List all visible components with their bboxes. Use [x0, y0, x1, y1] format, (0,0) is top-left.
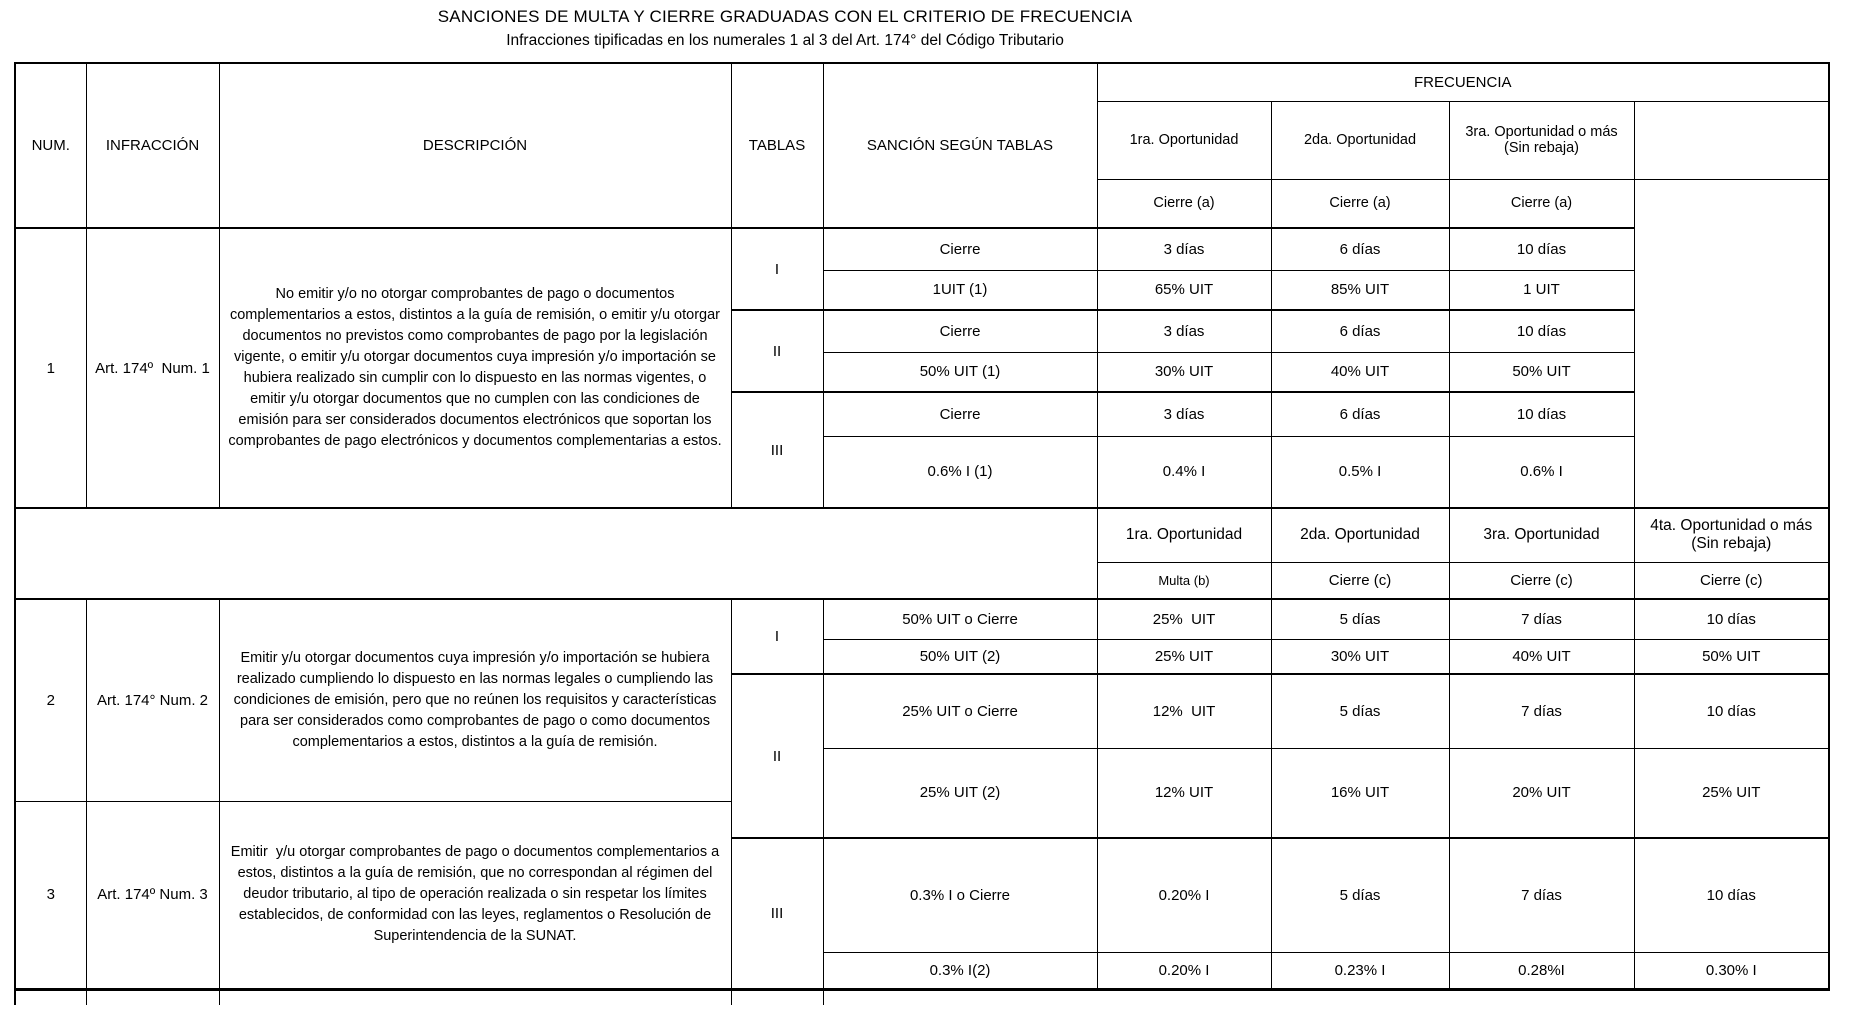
- table-cell: 12% UIT: [1097, 674, 1271, 748]
- table-cell: 5 días: [1271, 838, 1449, 952]
- table-cell: 30% UIT: [1271, 639, 1449, 674]
- col-header-sancion: SANCIÓN SEGÚN TABLAS: [823, 63, 1097, 228]
- table-cell: 30% UIT: [1097, 352, 1271, 392]
- table-cell: Cierre: [823, 228, 1097, 270]
- s1-opp-header-2: 2da. Oportunidad: [1271, 101, 1449, 179]
- table-cell: 0.5% I: [1271, 436, 1449, 508]
- s2-mode-header-1: Multa (b): [1097, 562, 1271, 599]
- col-header-frecuencia: FRECUENCIA: [1097, 63, 1829, 101]
- table-cell: 0.3% I o Cierre: [823, 838, 1097, 952]
- empty-cell: [15, 508, 1097, 599]
- table-cell: 0.30% I: [1634, 952, 1829, 989]
- s1-infraccion: Art. 174º Num. 1: [86, 228, 219, 508]
- table-cell: 1 UIT: [1449, 270, 1634, 310]
- sanctions-table: [14, 62, 1830, 1005]
- s2-b2-infraccion: Art. 174° Num. 2: [86, 599, 219, 801]
- s2-b2-num: 2: [15, 599, 86, 801]
- s1-opp-header-3: 3ra. Oportunidad o más (Sin rebaja): [1449, 101, 1634, 179]
- s1-mode-header-2: Cierre (a): [1271, 179, 1449, 228]
- table-cell: 0.4% I: [1097, 436, 1271, 508]
- s1-mode-header-1: Cierre (a): [1097, 179, 1271, 228]
- s1-num: 1: [15, 228, 86, 508]
- s1-opp-header-1: 1ra. Oportunidad: [1097, 101, 1271, 179]
- empty-cell: [1634, 101, 1829, 179]
- s1-tabla-III: III: [731, 392, 823, 508]
- s2-b3-descripcion: Emitir y/u otorgar comprobantes de pago o documentos complementarios a estos, distintos a la guía de remisión, que no correspondan al régimen del deudor tributario, al tipo de operación realizada o sin respetar los límites establecidos, de conformidad con las leyes, reglamentos o Resolución de Superintendencia de la SUNAT.: [219, 801, 731, 989]
- table-cell: 25% UIT: [1097, 639, 1271, 674]
- table-cell: Cierre: [823, 310, 1097, 352]
- table-cell: 50% UIT (2): [823, 639, 1097, 674]
- table-cell: 7 días: [1449, 674, 1634, 748]
- col-header-infraccion: INFRACCIÓN: [86, 63, 219, 228]
- table-cell: 6 días: [1271, 392, 1449, 436]
- table-cell: 5 días: [1271, 674, 1449, 748]
- s1-tabla-II: II: [731, 310, 823, 392]
- table-cell: 50% UIT (1): [823, 352, 1097, 392]
- table-cell: 10 días: [1449, 310, 1634, 352]
- table-cell: 10 días: [1449, 392, 1634, 436]
- s2-b2-descripcion: Emitir y/u otorgar documentos cuya impresión y/o importación se hubiera realizado cumpliendo lo dispuesto en las normas legales o cumpliendo las condiciones de emisión, pero que no reúnen los requisitos y características para ser considerados como comprobantes de pago o como documentos complementarios a estos, distintos a la guía de remisión.: [219, 599, 731, 801]
- table-cell: 12% UIT: [1097, 748, 1271, 838]
- table-cell: 10 días: [1634, 838, 1829, 952]
- empty-cell: [1634, 179, 1829, 508]
- table-cell: 85% UIT: [1271, 270, 1449, 310]
- s2-tabla-III: III: [731, 838, 823, 989]
- table-cell: 40% UIT: [1449, 639, 1634, 674]
- s1-mode-header-3: Cierre (a): [1449, 179, 1634, 228]
- table-cell: 5 días: [1271, 599, 1449, 639]
- table-cell: 6 días: [1271, 228, 1449, 270]
- table-cell: 0.20% I: [1097, 838, 1271, 952]
- table-cell: 20% UIT: [1449, 748, 1634, 838]
- table-cell: 0.28%I: [1449, 952, 1634, 989]
- table-cell: 50% UIT o Cierre: [823, 599, 1097, 639]
- table-cell: 50% UIT: [1449, 352, 1634, 392]
- s2-mode-header-4: Cierre (c): [1634, 562, 1829, 599]
- page-title: SANCIONES DE MULTA Y CIERRE GRADUADAS CON EL CRITERIO DE FRECUENCIA: [437, 7, 1133, 26]
- s1-tabla-I: I: [731, 228, 823, 310]
- table-cell: 10 días: [1634, 599, 1829, 639]
- s2-mode-header-3: Cierre (c): [1449, 562, 1634, 599]
- col-header-tablas: TABLAS: [731, 63, 823, 228]
- empty-cell: [15, 989, 86, 1005]
- table-cell: 7 días: [1449, 838, 1634, 952]
- empty-cell: [219, 989, 731, 1005]
- s2-b3-infraccion: Art. 174º Num. 3: [86, 801, 219, 989]
- empty-cell: [86, 989, 219, 1005]
- s2-opp-header-2: 2da. Oportunidad: [1271, 508, 1449, 562]
- table-cell: 3 días: [1097, 310, 1271, 352]
- table-cell: 0.6% I: [1449, 436, 1634, 508]
- col-header-num: NUM.: [15, 63, 86, 228]
- s2-opp-header-3: 3ra. Oportunidad: [1449, 508, 1634, 562]
- table-cell: 25% UIT: [1634, 748, 1829, 838]
- table-cell: 10 días: [1634, 674, 1829, 748]
- table-cell: 25% UIT: [1097, 599, 1271, 639]
- table-cell: 0.6% I (1): [823, 436, 1097, 508]
- table-cell: 40% UIT: [1271, 352, 1449, 392]
- table-cell: 6 días: [1271, 310, 1449, 352]
- table-cell: 0.23% I: [1271, 952, 1449, 989]
- table-cell: 25% UIT (2): [823, 748, 1097, 838]
- table-cell: 10 días: [1449, 228, 1634, 270]
- s2-mode-header-2: Cierre (c): [1271, 562, 1449, 599]
- table-cell: 25% UIT o Cierre: [823, 674, 1097, 748]
- document-heading: [0, 7, 1570, 50]
- col-header-descripcion: DESCRIPCIÓN: [219, 63, 731, 228]
- empty-cell: [731, 989, 823, 1005]
- table-cell: 0.20% I: [1097, 952, 1271, 989]
- table-cell: Cierre: [823, 392, 1097, 436]
- table-cell: 0.3% I(2): [823, 952, 1097, 989]
- s2-opp-header-1: 1ra. Oportunidad: [1097, 508, 1271, 562]
- table-cell: 3 días: [1097, 228, 1271, 270]
- table-cell: 65% UIT: [1097, 270, 1271, 310]
- s2-b3-num: 3: [15, 801, 86, 989]
- table-cell: 50% UIT: [1634, 639, 1829, 674]
- empty-cell: [823, 989, 1829, 1005]
- table-cell: 1UIT (1): [823, 270, 1097, 310]
- s2-tabla-II: II: [731, 674, 823, 838]
- s2-tabla-I: I: [731, 599, 823, 674]
- s1-descripcion: No emitir y/o no otorgar comprobantes de pago o documentos complementarios a estos, distintos a la guía de remisión, o emitir y/u otorgar documentos no previstos como comprobantes de pago por la legislación vigente, o emitir y/u otorgar documentos cuya impresión y/o importación se hubiera realizado sin cumplir con lo dispuesto en las normas vigentes, o emitir y/u otorgar documentos que no cumplen con las condiciones de emisión para ser considerados documentos electrónicos que soportan los comprobantes de pago electrónicos y documentos complementarias a estos.: [219, 228, 731, 508]
- s2-opp-header-4: 4ta. Oportunidad o más (Sin rebaja): [1634, 508, 1829, 562]
- page-subtitle: Infracciones tipificadas en los numerales 1 al 3 del Art. 174° del Código Tributario: [506, 32, 1064, 49]
- table-cell: 7 días: [1449, 599, 1634, 639]
- table-cell: 3 días: [1097, 392, 1271, 436]
- table-cell: 16% UIT: [1271, 748, 1449, 838]
